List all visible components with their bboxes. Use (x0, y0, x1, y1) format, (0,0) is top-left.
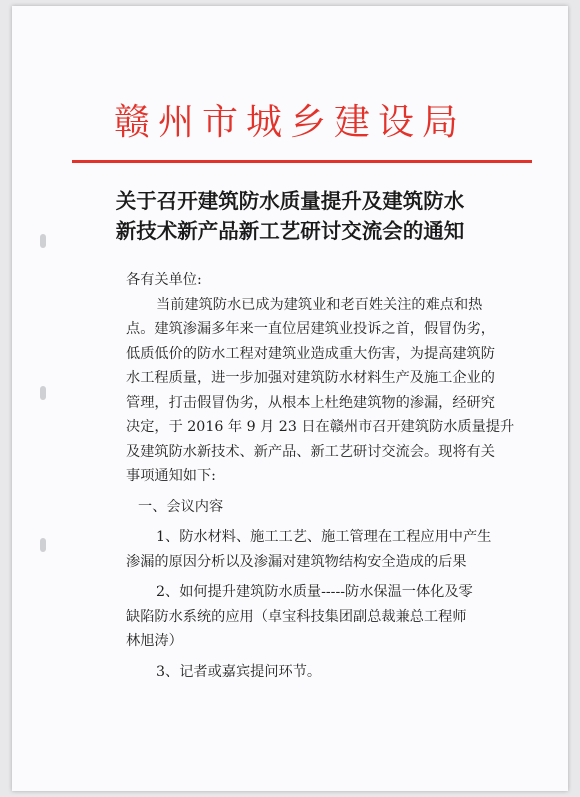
list-item-line: 2、如何提升建筑防水质量-----防水保温一体化及零 (156, 584, 473, 600)
list-item-1 (126, 525, 526, 574)
list-item-line: 林旭涛） (126, 633, 183, 649)
paragraph-line: 低质低价的防水工程对建筑业造成重大伤害，为提高建筑防 (126, 345, 495, 362)
list-item-line: 3、记者或嘉宾提问环节。 (156, 663, 322, 680)
document-body (126, 268, 526, 684)
document-title (12, 186, 568, 246)
list-item-2 (126, 580, 526, 654)
salutation: 各有关单位: (126, 272, 202, 288)
section-heading-meeting-content: 一、会议内容 (138, 498, 224, 515)
punch-hole-mark (40, 386, 46, 400)
list-item-line: 渗漏的原因分析以及渗漏对建筑物结构安全造成的后果 (126, 553, 467, 570)
paragraph-intro (126, 293, 526, 489)
letterhead-org-name: 赣州市城乡建设局 (113, 102, 466, 143)
punch-hole-mark (40, 538, 46, 552)
document-page (12, 6, 568, 791)
list-item-line: 缺陷防水系统的应用（卓宝科技集团副总裁兼总工程师 (126, 608, 467, 625)
title-line-2: 新技术新产品新工艺研讨交流会的通知 (115, 219, 465, 243)
paragraph-line: 事项通知如下: (126, 468, 216, 484)
paragraph-line: 管理，打击假冒伪劣，从根本上杜绝建筑物的渗漏，经研究 (126, 394, 495, 411)
paragraph-line: 决定，于 2016 年 9 月 23 日在赣州市召开建筑防水质量提升 (126, 419, 515, 435)
title-line-1: 关于召开建筑防水质量提升及建筑防水 (115, 189, 465, 213)
paragraph-line: 点。建筑渗漏多年来一直位居建筑业投诉之首，假冒伪劣， (126, 321, 495, 337)
paragraph-line: 当前建筑防水已成为建筑业和老百姓关注的难点和热 (156, 296, 483, 313)
paragraph-line: 水工程质量，进一步加强对建筑防水材料生产及施工企业的 (126, 370, 495, 386)
paragraph-line: 及建筑防水新技术、新产品、新工艺研讨交流会。现将有关 (126, 443, 495, 460)
list-item-line: 1、防水材料、施工工艺、施工管理在工程应用中产生 (156, 529, 492, 545)
list-item-3 (126, 660, 526, 685)
letterhead-red-rule (72, 160, 532, 163)
